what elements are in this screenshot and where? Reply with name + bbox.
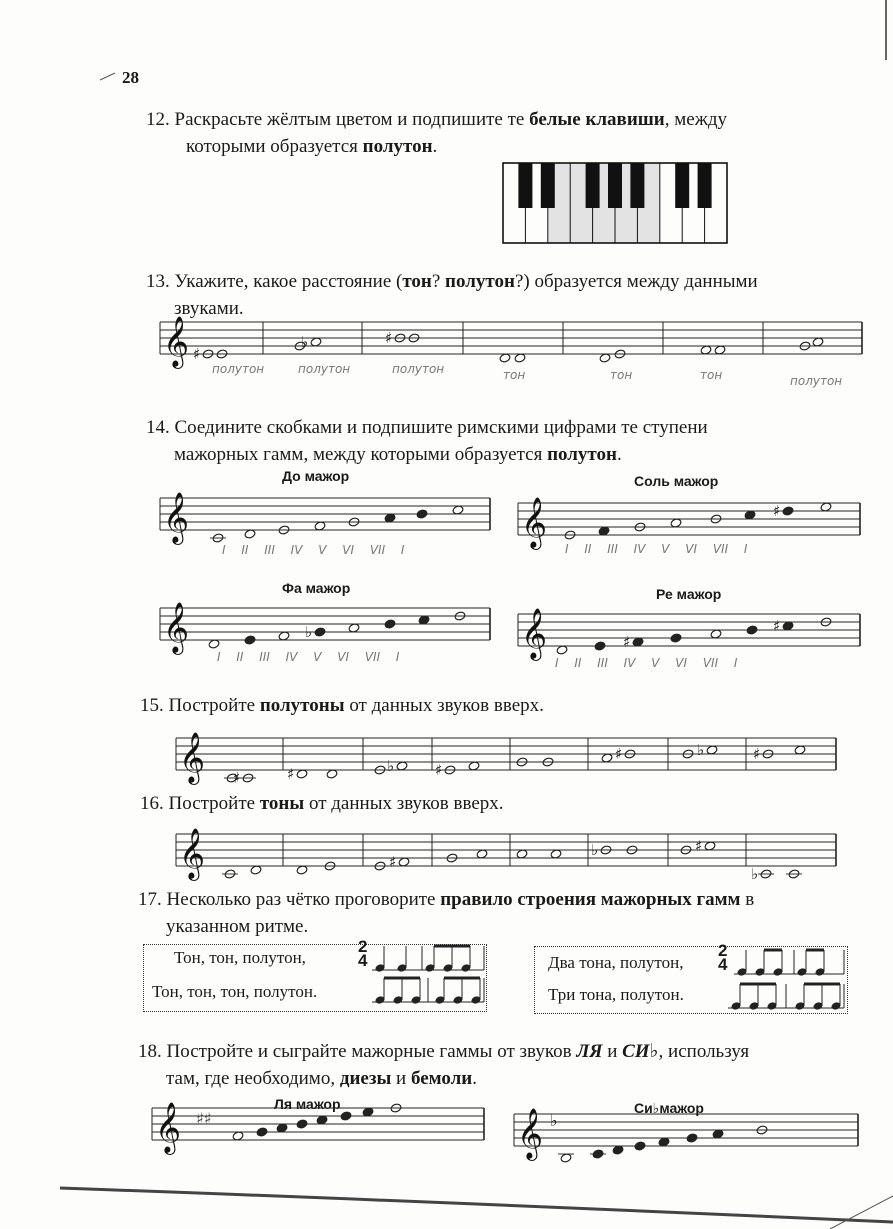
task-number: 14. — [146, 417, 170, 438]
sharp-icon: ♯ — [233, 769, 241, 787]
task-text-bold: полутон — [362, 136, 433, 157]
rhythm-box1-line1 — [372, 946, 484, 973]
note-head — [594, 641, 606, 651]
scan-mark — [830, 1196, 893, 1229]
key-label-d-major: Ре мажор — [656, 586, 722, 602]
flat-icon: ♭ — [387, 757, 395, 775]
treble-clef-icon: 𝄞 — [179, 828, 206, 879]
task-text-bold: диезы — [339, 1068, 392, 1089]
task-text: ?) образуется между данными — [514, 271, 758, 292]
sharp-icon: ♯ — [695, 837, 703, 855]
handwritten-degrees: I II III IV V VI VII I — [555, 656, 738, 670]
task-number: 13. — [146, 271, 170, 292]
task-text: . — [432, 136, 438, 157]
task-text: Раскрасьте жёлтым цветом и подпишите те — [174, 109, 530, 130]
flat-icon: ♭ — [305, 623, 313, 641]
sharp-icon: ♯♯ — [196, 1109, 212, 1128]
note-head — [384, 619, 396, 629]
task-text: звуками. — [174, 298, 244, 319]
task-number: 17. — [138, 889, 162, 910]
staff-c-major — [160, 492, 490, 545]
task-text-bold: СИ — [622, 1041, 650, 1062]
treble-clef-icon: 𝄞 — [155, 1102, 182, 1153]
rhythm-box2-line1 — [734, 950, 844, 977]
note-head — [256, 1127, 268, 1137]
flat-icon: ♭ — [751, 865, 759, 883]
task-text: в — [740, 889, 755, 910]
task-text: ? — [431, 271, 446, 292]
treble-clef-icon: 𝄞 — [179, 732, 206, 783]
staff-task-13 — [160, 316, 862, 369]
time-signature: 2 4 — [718, 941, 728, 974]
black-key — [541, 163, 555, 208]
music-staves — [152, 316, 862, 1163]
task-text: , между — [664, 109, 728, 130]
key-label-g-major: Соль мажор — [634, 473, 719, 489]
handwritten-degrees: I II III IV V VI VII I — [217, 650, 400, 664]
staff-task-15 — [176, 732, 836, 787]
task-text: Постройте — [168, 793, 260, 814]
treble-clef-icon: 𝄞 — [163, 492, 190, 543]
black-key — [518, 163, 532, 208]
task-text-bold: полутон — [547, 444, 617, 465]
black-key — [608, 163, 622, 208]
flat-icon: ♭ — [591, 841, 599, 859]
task-text: мажорных гамм, между которыми образуется — [174, 444, 548, 465]
staff-a-major — [152, 1102, 484, 1155]
task-number: 16. — [140, 793, 164, 814]
task-text-bold: белые клавиши — [529, 109, 665, 130]
black-key — [586, 163, 600, 208]
task-text: Соедините скобками и подпишите римскими цифрами те ступени — [174, 417, 708, 438]
rhythm-box1-line2 — [372, 978, 484, 1005]
treble-clef-icon: 𝄞 — [521, 608, 548, 659]
note-head — [670, 633, 682, 643]
note-head — [340, 1111, 352, 1121]
sharp-icon: ♯ — [287, 765, 295, 783]
handwritten-answer: тон — [610, 368, 633, 382]
rhythm-text: Тон, тон, тон, полутон. — [152, 982, 318, 1001]
treble-clef-icon: 𝄞 — [517, 1108, 544, 1159]
task-text: и — [391, 1068, 411, 1089]
key-label-a-major: Ля мажор — [274, 1096, 341, 1112]
rhythm-box2-line2 — [728, 984, 844, 1011]
task-number: 12. — [146, 109, 170, 130]
note-head — [296, 1119, 308, 1129]
task-text: от данных звуков вверх. — [344, 695, 544, 716]
rhythm-text: Тон, тон, полутон, — [174, 948, 306, 967]
staff-g-major — [518, 497, 860, 550]
staff-task-16 — [176, 828, 836, 883]
time-signature: 2 4 — [358, 937, 368, 970]
flat-icon: ♭ — [550, 1111, 558, 1130]
task-text: Постройте и сыграйте мажорные гаммы от звуков — [166, 1041, 577, 1062]
flat-sign: ♭ — [649, 1041, 659, 1062]
sharp-icon: ♯ — [615, 745, 623, 763]
rhythm-text: Два тона, полутон, — [548, 953, 684, 972]
sharp-icon: ♯ — [389, 853, 397, 871]
task-text-bold: тон — [402, 271, 432, 292]
note-head — [314, 627, 326, 637]
staff-bb-major — [514, 1108, 858, 1163]
sharp-icon: ♯ — [435, 761, 443, 779]
sharp-icon: ♯ — [193, 345, 201, 363]
task-text: . — [616, 444, 622, 465]
note-head — [746, 625, 758, 635]
flat-icon: ♭ — [697, 741, 705, 759]
sharp-icon: ♯ — [753, 745, 761, 763]
handwritten-answer: полутон — [212, 362, 265, 376]
sharp-icon: ♯ — [773, 617, 781, 635]
task-text-bold: ЛЯ — [576, 1041, 603, 1062]
task-text: указанном ритме. — [166, 916, 309, 937]
note-head — [634, 1141, 646, 1151]
task-text-bold: правило строения мажорных гамм — [440, 889, 741, 910]
note-head — [416, 509, 428, 519]
sharp-icon: ♯ — [385, 329, 393, 347]
treble-clef-icon: 𝄞 — [163, 316, 190, 367]
task-text: , используя — [658, 1041, 750, 1062]
key-label-bb-major: Си♭мажор — [634, 1100, 704, 1116]
note-head — [686, 1133, 698, 1143]
handwritten-answer: полутон — [298, 362, 351, 376]
task-text: от данных звуков вверх. — [304, 793, 504, 814]
note-head — [244, 635, 256, 645]
sharp-icon: ♯ — [773, 502, 781, 520]
task-text: Постройте — [168, 695, 260, 716]
task-text-bold: полутоны — [259, 695, 345, 716]
black-key — [630, 163, 644, 208]
handwritten-degrees: I II III IV V VI VII I — [565, 542, 748, 556]
note-head — [782, 506, 794, 516]
task-text: . — [472, 1068, 477, 1089]
scan-bottom-edge — [60, 1188, 893, 1222]
task-text: которыми образуется — [186, 136, 363, 157]
treble-clef-icon: 𝄞 — [521, 497, 548, 548]
staff-f-major — [160, 602, 490, 655]
task-text-bold: тоны — [259, 793, 305, 814]
task-text: там, где необходимо, — [166, 1068, 340, 1089]
black-key — [698, 163, 712, 208]
task-text-bold: бемоли — [410, 1068, 473, 1089]
handwritten-answer: тон — [503, 368, 526, 382]
black-key — [675, 163, 689, 208]
task-text-bold: полутон — [445, 271, 515, 292]
key-label-c-major: До мажор — [282, 468, 350, 484]
task-number: 18. — [138, 1041, 162, 1062]
task-text: и — [602, 1041, 623, 1062]
page-number: 28 — [122, 68, 139, 87]
handwritten-answer: тон — [700, 368, 723, 382]
task-text: Укажите, какое расстояние ( — [174, 271, 403, 292]
piano-keyboard — [503, 163, 727, 243]
staff-d-major — [518, 608, 860, 661]
flat-icon: ♭ — [301, 333, 309, 351]
handwritten-degrees: I II III IV V VI VII I — [222, 543, 405, 557]
task-text: Несколько раз чётко проговорите — [166, 889, 441, 910]
task-number: 15. — [140, 695, 164, 716]
key-label-f-major: Фа мажор — [282, 580, 351, 596]
rhythm-text: Три тона, полутон. — [548, 985, 684, 1004]
scan-mark — [100, 73, 115, 80]
handwritten-answer: полутон — [790, 374, 843, 388]
treble-clef-icon: 𝄞 — [163, 602, 190, 653]
handwritten-answer: полутон — [392, 362, 445, 376]
sharp-icon: ♯ — [623, 633, 631, 651]
